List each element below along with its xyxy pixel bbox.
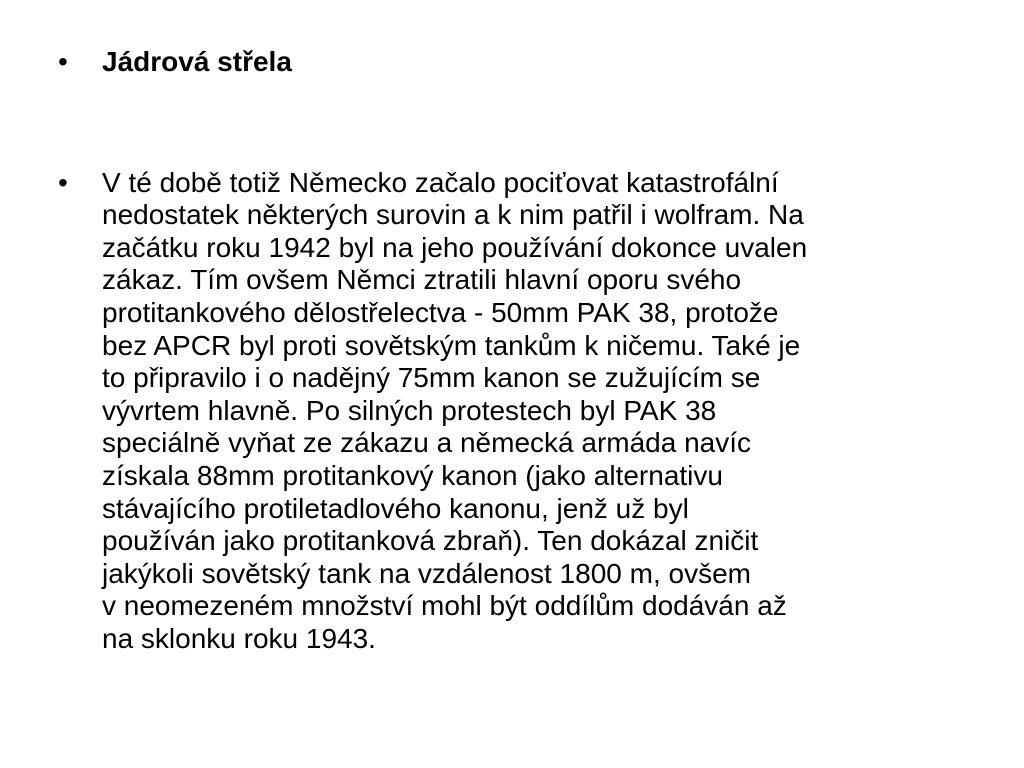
paragraph-line: bez APCR byl proti sovětským tankům k ničemu. Také je	[102, 329, 801, 361]
paragraph-line: to připravilo i o nadějný 75mm kanon se zužujícím se	[102, 362, 761, 394]
heading-bullet-item	[58, 46, 978, 79]
paragraph-line: vývrtem hlavně. Po silných protestech byl PAK 38	[102, 394, 717, 426]
paragraph-line: na sklonku roku 1943.	[102, 622, 376, 654]
body-paragraph	[102, 167, 972, 656]
bullet-icon: •	[58, 46, 68, 77]
paragraph-line: V té době totiž Německo začalo pociťovat katastrofální	[102, 166, 779, 198]
paragraph-line: speciálně vyňat ze zákazu a německá armáda navíc	[102, 427, 752, 459]
bullet-icon: •	[58, 166, 68, 198]
paragraph-line: jakýkoli sovětský tank na vzdálenost 1800 m, ovšem	[102, 557, 751, 589]
paragraph-line: používán jako protitanková zbraň). Ten dokázal zničit	[102, 525, 759, 557]
bullet-list	[58, 46, 978, 656]
paragraph-line: získala 88mm protitankový kanon (jako alternativu	[102, 459, 723, 491]
paragraph-line: stávajícího protiletadlového kanonu, jenž už byl	[102, 492, 689, 524]
paragraph-line: začátku roku 1942 byl na jeho používání dokonce uvalen	[102, 231, 808, 263]
paragraph-line: v neomezeném množství mohl být oddílům dodáván až	[102, 590, 787, 622]
slide-heading: Jádrová střela	[102, 46, 292, 77]
paragraph-line: zákaz. Tím ovšem Němci ztratili hlavní oporu svého	[102, 264, 742, 296]
paragraph-line: nedostatek některých surovin a k nim patřil i wolfram. Na	[102, 199, 804, 231]
paragraph-line: protitankového dělostřelectva - 50mm PAK 38, protože	[102, 296, 779, 328]
paragraph-bullet-item	[58, 167, 978, 656]
